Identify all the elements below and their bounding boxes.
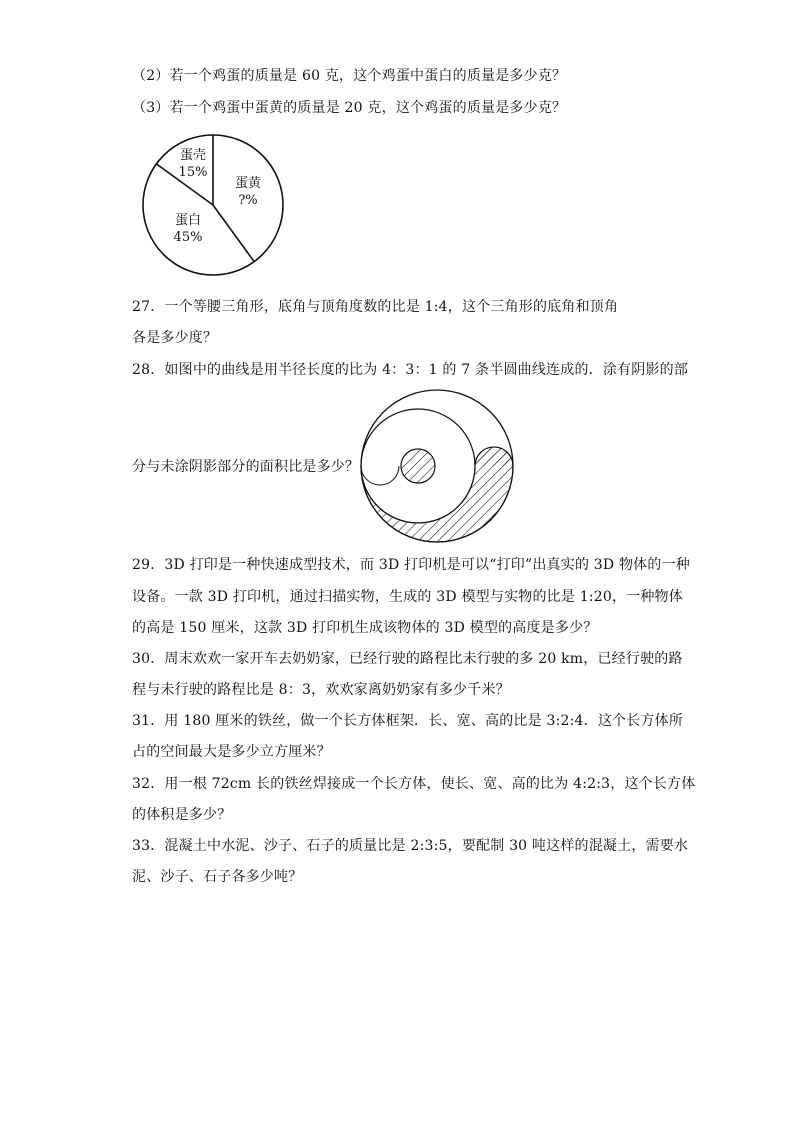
question-27-line-1: 27．一个等腰三角形，底角与顶角度数的比是 1:4，这个三角形的底角和顶角 [132, 299, 619, 315]
question-26-part-2: （2）若一个鸡蛋的质量是 60 克，这个鸡蛋中蛋白的质量是多少克？ [132, 68, 567, 84]
semicircle-svg [356, 385, 518, 547]
slice-label-white-value: 45% [173, 230, 203, 245]
semicircle-shaded-figure [356, 385, 518, 547]
question-30-line-1: 30．周末欢欢一家开车去奶奶家，已经行驶的路程比未行驶的多 20 km，已经行驶的路 [132, 651, 683, 667]
question-28-line-1: 28．如图中的曲线是用半径长度的比为 4：3：1 的 7 条半圆曲线连成的．涂有阴影的部 [132, 362, 689, 378]
slice-label-white-name: 蛋白 [174, 213, 202, 228]
inner-shaded-circle [401, 449, 435, 483]
slice-label-shell-value: 15% [178, 165, 208, 180]
question-26-part-3: （3）若一个鸡蛋中蛋黄的质量是 20 克，这个鸡蛋的质量是多少克？ [132, 100, 567, 116]
question-30-line-2: 程与未行驶的路程比是 8：3，欢欢家离奶奶家有多少千米？ [132, 682, 510, 698]
egg-composition-pie-chart [138, 130, 288, 280]
question-27-line-2: 各是多少度？ [132, 330, 218, 346]
question-29-line-1: 29．3D 打印是一种快速成型技术，而 3D 打印机是可以“打印”出真实的 3D 物体的一种 [132, 557, 690, 573]
slice-label-yolk-value: ?% [238, 193, 258, 208]
question-32-line-2: 的体积是多少？ [132, 807, 232, 823]
question-29-line-2: 设备。一款 3D 打印机，通过扫描实物，生成的 3D 模型与实物的比是 1:20，一种物体 [132, 589, 683, 605]
question-31-line-1: 31．用 180 厘米的铁丝，做一个长方体框架．长、宽、高的比是 3:2:4．这个长方体所 [132, 713, 684, 729]
pie-svg [138, 130, 288, 280]
question-28-line-2: 分与未涂阴影部分的面积比是多少？ [132, 459, 360, 475]
question-33-line-1: 33．混凝土中水泥、沙子、石子的质量比是 2:3:5，要配制 30 吨这样的混凝土，需要水 [132, 838, 689, 854]
question-31-line-2: 占的空间最大是多少立方厘米？ [132, 744, 331, 760]
slice-label-shell-name: 蛋壳 [179, 148, 207, 163]
question-29-line-3: 的高是 150 厘米，这款 3D 打印机生成该物体的 3D 模型的高度是多少？ [132, 620, 598, 636]
question-33-line-2: 泥、沙子、石子各多少吨？ [132, 869, 303, 885]
question-32-line-1: 32．用一根 72cm 长的铁丝焊接成一个长方体，使长、宽、高的比为 4:2:3，这个长方体 [132, 776, 696, 792]
slice-label-yolk-name: 蛋黄 [234, 176, 262, 191]
